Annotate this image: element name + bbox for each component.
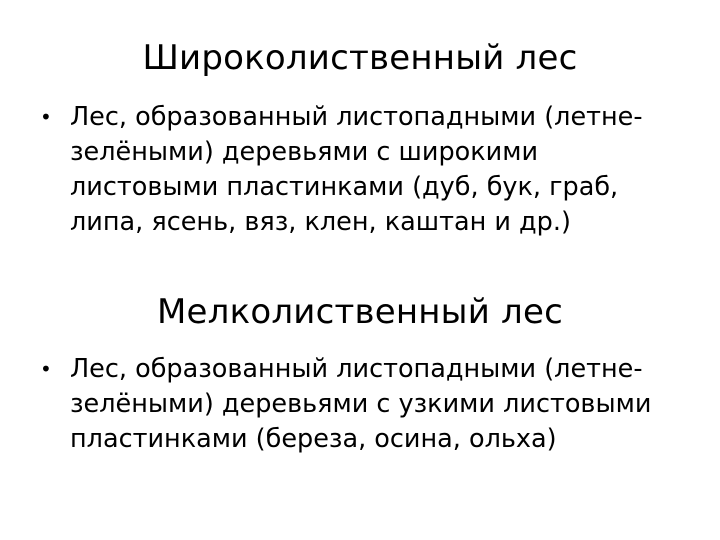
bullet-text-line: липа, ясень, вяз, клен, каштан и др.) bbox=[70, 207, 571, 237]
bullet-smallleaf-forest bbox=[40, 352, 680, 457]
bullet-broadleaf-forest bbox=[40, 100, 680, 240]
bullet-text-line: зелёными) деревьями с узкими листовыми bbox=[70, 389, 652, 419]
bullet-text-line: пластинками (береза, осина, ольха) bbox=[70, 424, 557, 454]
bullet-marker: • bbox=[40, 105, 52, 129]
bullet-text-line: листовыми пластинками (дуб, бук, граб, bbox=[70, 172, 619, 202]
section-title-broadleaf-forest: Широколиственный лес bbox=[142, 38, 578, 78]
bullet-marker: • bbox=[40, 357, 52, 381]
bullet-text-line: зелёными) деревьями с широкими bbox=[70, 137, 539, 167]
bullet-text-line: Лес, образованный листопадными (летне- bbox=[70, 102, 643, 132]
section-title-smallleaf-forest: Мелколиственный лес bbox=[157, 292, 563, 332]
bullet-text-line: Лес, образованный листопадными (летне- bbox=[70, 354, 643, 384]
